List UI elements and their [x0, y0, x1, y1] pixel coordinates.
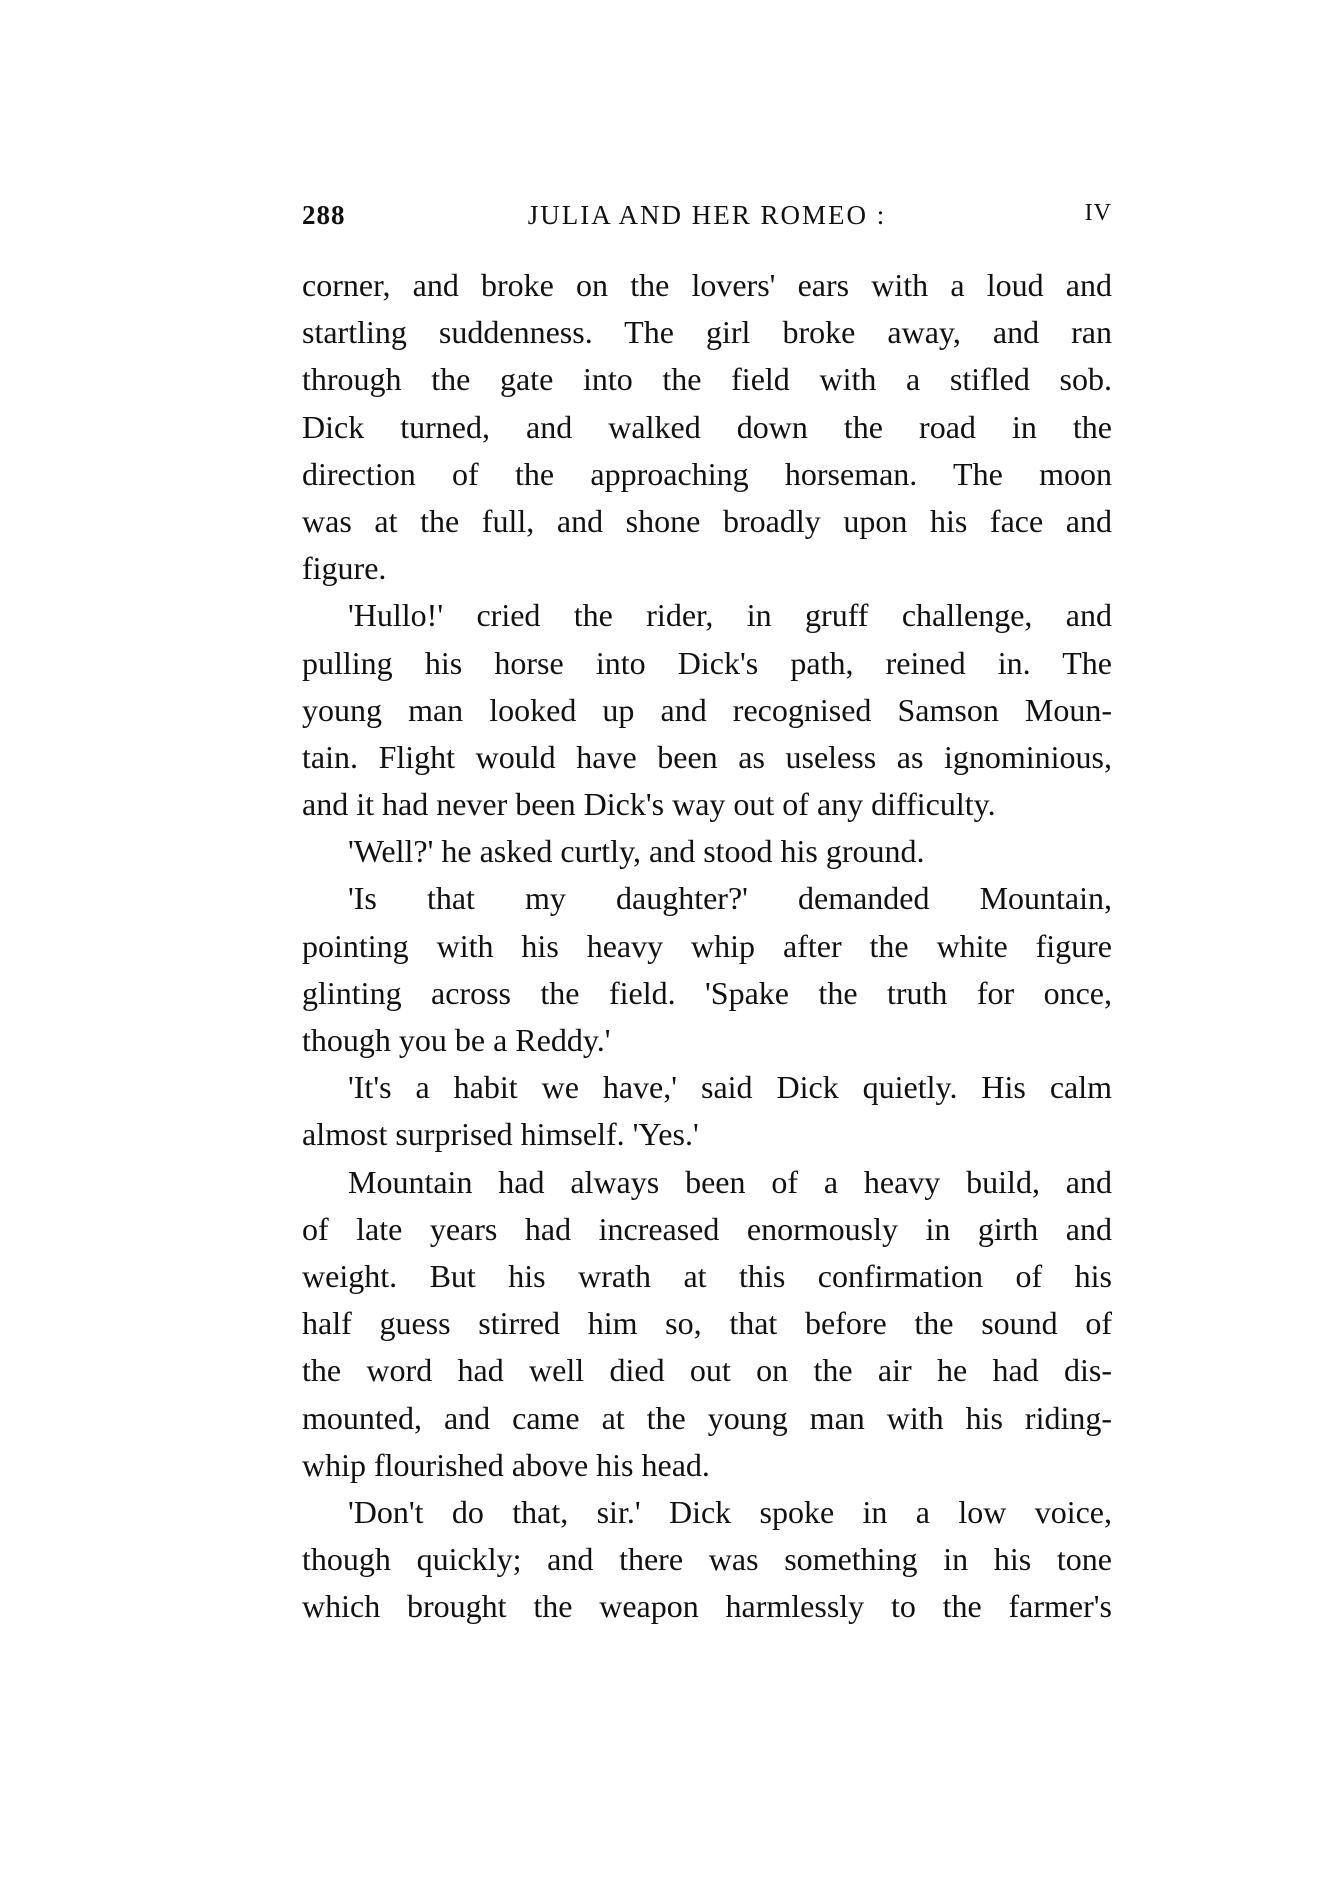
chapter-number: IV	[1084, 200, 1112, 226]
text-line: 'Hullo!' cried the rider, in gruff challenge, and	[348, 597, 1112, 634]
text-line: almost surprised himself. 'Yes.'	[302, 1116, 699, 1153]
text-line: young man looked up and recognised Samson Moun-	[302, 691, 1112, 728]
text-line: 'Is that my daughter?' demanded Mountain,	[348, 880, 1112, 917]
text-line: figure.	[302, 550, 387, 587]
text-line: tain. Flight would have been as useless as ignominious,	[302, 738, 1112, 775]
text-line: of late years had increased enormously in girth and	[302, 1210, 1112, 1247]
text-line: and it had never been Dick's way out of any difficulty.	[302, 786, 996, 823]
text-line: though quickly; and there was something in his tone	[302, 1541, 1112, 1578]
text-line: pointing with his heavy whip after the white figure	[302, 927, 1112, 964]
text-line: pulling his horse into Dick's path, reined in. The	[302, 644, 1112, 681]
text-line: startling suddenness. The girl broke away, and ran	[302, 314, 1112, 351]
text-line: corner, and broke on the lovers' ears with a loud and	[302, 267, 1112, 303]
text-line: through the gate into the field with a stifled sob.	[302, 361, 1112, 398]
text-line: whip flourished above his head.	[302, 1446, 710, 1483]
text-line: half guess stirred him so, that before the sound of	[302, 1305, 1112, 1342]
text-line: weight. But his wrath at this confirmation of his	[302, 1257, 1112, 1294]
book-page	[302, 200, 1112, 1630]
text-line: glinting across the field. 'Spake the truth for once,	[302, 974, 1112, 1011]
text-line: mounted, and came at the young man with his riding-	[302, 1399, 1112, 1436]
running-head	[302, 200, 1112, 240]
text-line: Mountain had always been of a heavy build, and	[348, 1163, 1112, 1200]
text-line: 'Don't do that, sir.' Dick spoke in a low voice,	[348, 1493, 1112, 1530]
text-line: though you be a Reddy.'	[302, 1022, 611, 1058]
page-number: 288	[302, 200, 346, 230]
text-line: 'It's a habit we have,' said Dick quietly. His calm	[348, 1069, 1112, 1106]
text-line: which brought the weapon harmlessly to the farmer's	[302, 1588, 1112, 1625]
text-line: was at the full, and shone broadly upon his face and	[302, 502, 1112, 539]
text-line: 'Well?' he asked curtly, and stood his ground.	[348, 833, 925, 870]
text-line: the word had well died out on the air he had dis-	[302, 1352, 1112, 1389]
body-text	[302, 262, 1112, 1630]
running-title: JULIA AND HER ROMEO :	[527, 200, 887, 230]
text-line: Dick turned, and walked down the road in the	[302, 408, 1112, 445]
text-line: direction of the approaching horseman. The moon	[302, 455, 1112, 492]
